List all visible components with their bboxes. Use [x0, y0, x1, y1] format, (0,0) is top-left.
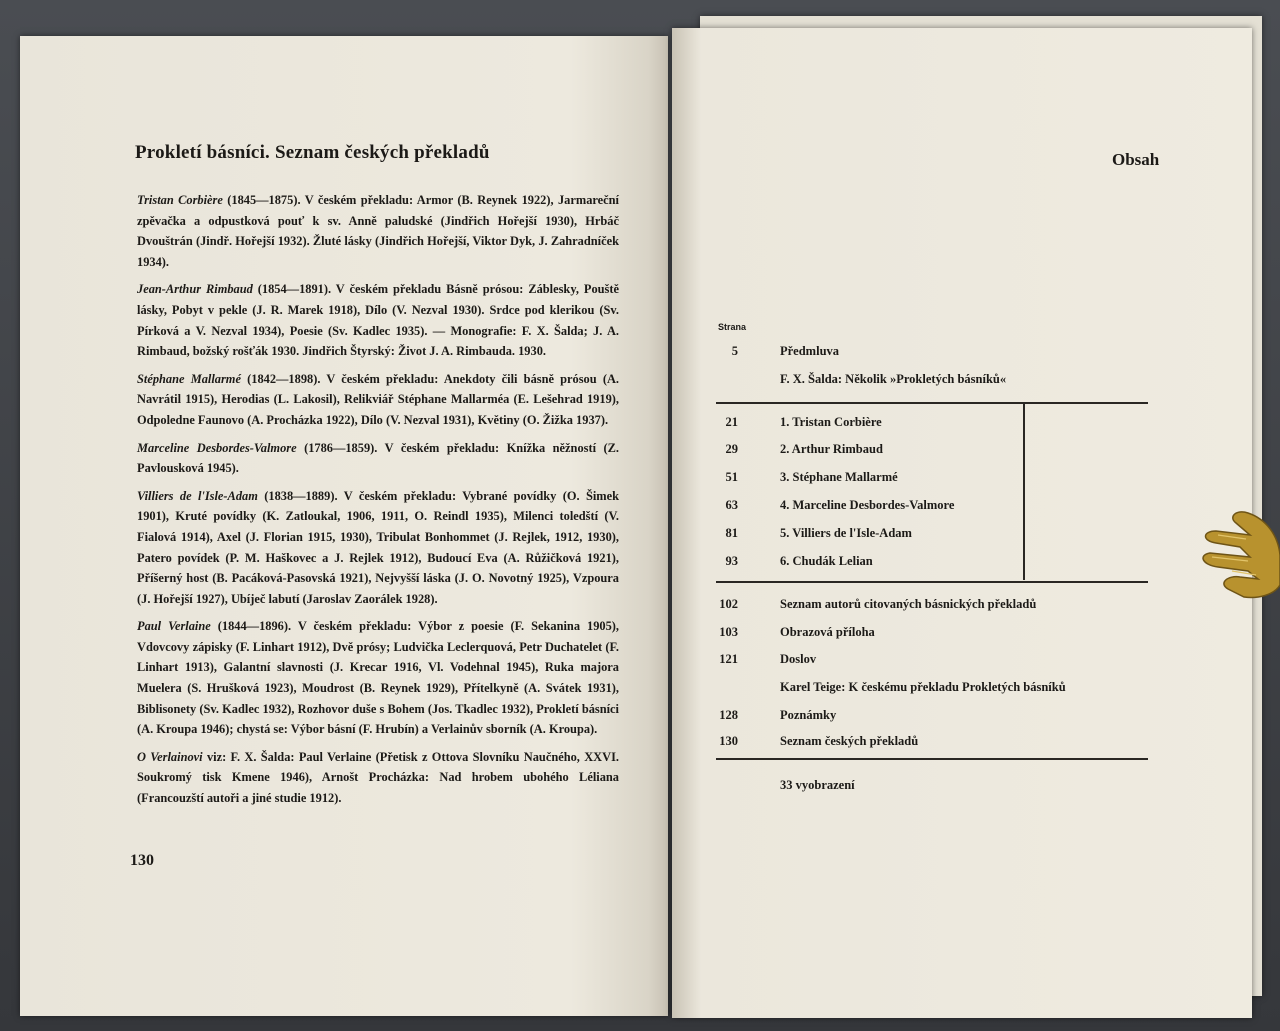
toc-row — [718, 554, 1158, 574]
entry-name: O Verlainovi — [137, 749, 203, 764]
entry-name: Jean-Arthur Rimbaud — [137, 282, 253, 297]
toc-title: Doslov — [780, 652, 817, 666]
toc-title: Seznam autorů citovaných básnických překladů — [780, 597, 1037, 611]
toc-page: 128 — [719, 708, 738, 722]
list-item — [137, 279, 619, 361]
toc-row — [718, 708, 1158, 728]
toc-row — [718, 526, 1158, 546]
divider — [716, 758, 1148, 760]
toc-title: 3. Stéphane Mallarmé — [780, 470, 898, 484]
entry-text: (1842—1898). V českém překladu: Anekdoty čili básně prósou (A. Navrátil 1915), Herodias (L. Lakosil), Relikviář Stéphane Mallarméa (E. Lešehrad 1919), Odpoledne Faunovo (A. Procházka 1922), Dílo (V. Nezval 1931), Květiny (O. Žižka 1937). — [137, 371, 620, 427]
entry-text: (1838—1889). V českém překladu: Vybrané povídky (O. Šimek 1901), Kruté povídky (K. Zatloukal, 1906, 1911, O. Reindl 1935), Milenci toledští (V. Fialová 1914), Axel (J. Florian 1915, 1930), Tribulat Bonhommet (J. Rejlek, 1912, 1930), Patero povídek (P. M. Haškovec a J. Rejlek 1912), Budoucí Eva (A. Růžičková 1921), Příšerný host (B. Pacáková-Pasovská 1921), Nejvyšší láska (J. O. Novotný 1925), Vzpoura (J. Hořejší 1927), Ubíječ labutí (Jaroslav Zaorálek 1928). — [137, 488, 619, 606]
translation-list — [137, 190, 619, 816]
toc-title: Seznam českých překladů — [780, 734, 919, 748]
entry-text: (1844—1896). V českém překladu: Výbor z poesie (F. Sekanina 1905), Vdovcovy zápisky (F. Linhart 1912), Dvě prósy; Ludvička Leclerquová, Petr Duchatelet (F. Linhart 1913), Galantní slavnosti (J. Krecar 1916, Vl. Vodehnal 1945), Ruka majora Muelera (S. Hrušková 1923), Moudrost (B. Reynek 1929), Přítelkyně (A. Svátek 1931), Biblisonety (Sv. Kadlec 1932), Rozhovor duše s Bohem (Jos. Tkadlec 1932), Prokletí básníci (A. Kroupa 1946); chystá se: Výbor básní (F. Hrubín) a Verlainův sborník (A. Kroupa). — [137, 619, 620, 737]
entry-text: (1854—1891). V českém překladu Básně prósou: Záblesky, Pouště lásky, Pobyt v pekle (J. R. Marek 1918), Dílo (V. Nezval 1930). Srdce pod klerikou (Sv. Pírková a V. Nezval 1934), Poesie (Sv. Kadlec 1935). — Monografie: F. X. Šalda; J. A. Rimbaud, božský rošťák 1930. Jindřich Štyrský: Život J. A. Rimbauda. 1930. — [137, 282, 619, 359]
toc-title: 2. Arthur Rimbaud — [780, 442, 883, 456]
list-item — [137, 190, 619, 272]
divider — [716, 581, 1148, 583]
toc-row — [718, 344, 1158, 364]
toc-page: 121 — [719, 652, 738, 666]
toc-page: 29 — [725, 442, 738, 456]
toc-row — [718, 734, 1158, 754]
entry-text: (1845—1875). V českém překladu: Armor (B. Reynek 1922), Jarmareční zpěvačka a odpustková pouť k sv. Anně paludské (Jindřich Hořejší 1930), Hrbáč Dvouštrán (Jindř. Hořejší 1932). Žluté lásky (Jindřich Hořejší, Viktor Dyk, J. Zahradníček 1934). — [137, 193, 619, 269]
toc-row — [718, 470, 1158, 490]
toc-title: 6. Chudák Lelian — [780, 554, 873, 568]
entry-name: Villiers de l'Isle-Adam — [137, 488, 258, 503]
toc-title: 1. Tristan Corbière — [780, 415, 882, 429]
entry-text: (1786—1859). V českém překladu: Knížka něžností (Z. Pavlousková 1945). — [137, 440, 619, 476]
toc-title: Karel Teige: K českému překladu Prokletých básníků — [780, 680, 1066, 694]
contents-title: Obsah — [1112, 150, 1160, 169]
list-item — [137, 438, 619, 479]
entry-text: viz: F. X. Šalda: Paul Verlaine (Přetisk z Ottova Slovníku Naučného, XXVI. Soukromý tisk Kmene 1946), Arnošt Procházka: Nad hrobem ubohého Léliana (Francouzští autoři a jiné studie 1912). — [137, 749, 619, 806]
toc-row — [718, 415, 1158, 435]
toc-page: 81 — [725, 526, 738, 540]
toc-row — [718, 652, 1158, 672]
right-page — [672, 28, 1252, 1018]
toc-title: Poznámky — [780, 708, 837, 722]
toc-row — [718, 597, 1158, 617]
toc-row — [718, 680, 1158, 700]
toc-title: 5. Villiers de l'Isle-Adam — [780, 526, 912, 540]
toc-title: Předmluva — [780, 344, 840, 358]
toc-row — [718, 372, 1158, 392]
toc-page: 21 — [725, 415, 738, 429]
page-number: 130 — [130, 852, 154, 869]
toc-row — [718, 625, 1158, 645]
list-item — [137, 616, 619, 740]
toc-page: 51 — [725, 470, 738, 484]
divider — [716, 402, 1148, 404]
strana-label: Strana — [718, 322, 747, 332]
page-heading: Prokletí básníci. Seznam českých překladů — [135, 142, 490, 163]
toc-title: F. X. Šalda: Několik »Prokletých básníků« — [780, 372, 1007, 386]
toc-title: 4. Marceline Desbordes-Valmore — [780, 498, 955, 512]
toc-page: 103 — [719, 625, 738, 639]
brass-clip-icon — [1188, 505, 1280, 620]
list-item — [137, 369, 619, 431]
toc-title: Obrazová příloha — [780, 625, 875, 639]
toc-page: 93 — [725, 554, 738, 568]
entry-name: Tristan Corbière — [137, 193, 223, 207]
toc-page: 130 — [719, 734, 738, 748]
entry-name: Stéphane Mallarmé — [137, 371, 241, 386]
list-item — [137, 486, 619, 610]
toc-row — [718, 498, 1158, 518]
entry-name: Marceline Desbordes-Valmore — [137, 440, 297, 455]
list-item — [137, 747, 619, 809]
toc-row — [718, 442, 1158, 462]
toc-footer: 33 vyobrazení — [780, 778, 855, 792]
illustrations-note — [718, 778, 1158, 798]
entry-name: Paul Verlaine — [137, 619, 211, 634]
toc-page: 5 — [731, 344, 738, 358]
toc-page: 63 — [725, 498, 738, 512]
toc-page: 102 — [719, 597, 738, 611]
